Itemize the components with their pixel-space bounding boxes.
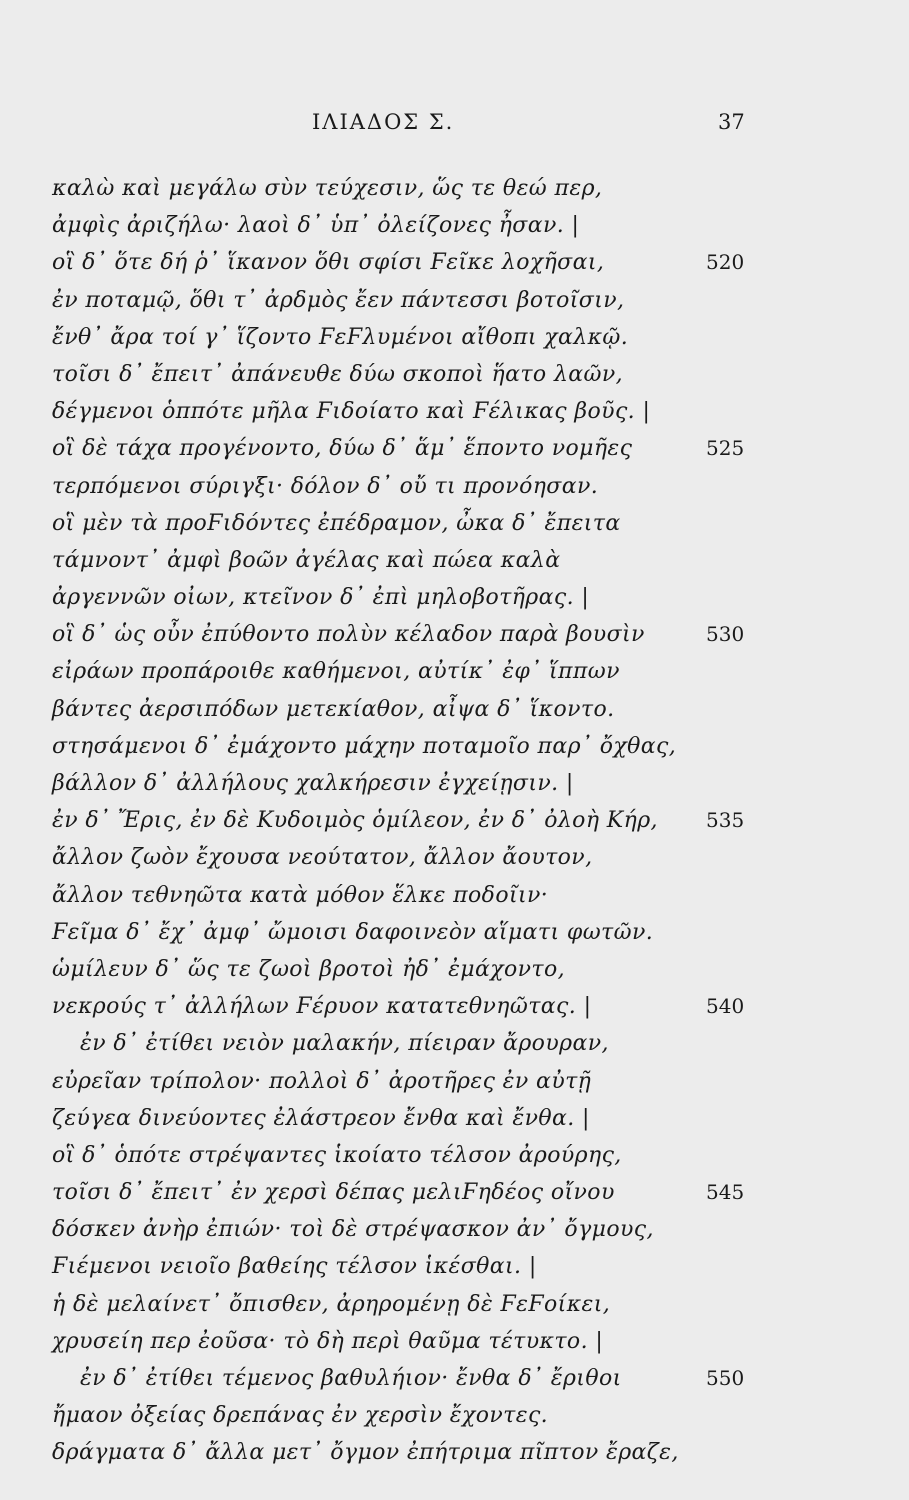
verse-line <box>0 1397 909 1434</box>
verse-text: βάλλον δ᾽ ἀλλήλους χαλκήρεσιν ἐγχείῃσιν. | <box>52 771 574 796</box>
verse-line <box>0 1174 909 1211</box>
verse-line <box>0 1286 909 1323</box>
verse-text: Ϝεῖμα δ᾽ ἔχ᾽ ἀμφ᾽ ὤμοισι δαφοινεὸν αἵματι φωτῶν. <box>52 919 654 945</box>
verse-line <box>0 691 909 728</box>
verse-text: εἰράων προπάροιθε καθήμενοι, αὐτίκ᾽ ἐφ᾽ ἵππων <box>52 659 620 685</box>
verse-text: οἳ δὲ τάχα προγένοντο, δύω δ᾽ ἅμ᾽ ἕποντο νομῆες <box>52 436 633 462</box>
verse-line <box>0 1100 909 1137</box>
verse-text: στησάμενοι δ᾽ ἐμάχοντο μάχην ποταμοῖο παρ᾽ ὄχθας, <box>52 733 677 759</box>
verse-line <box>0 653 909 690</box>
verse-text: ἐν ποταμῷ, ὅθι τ᾽ ἀρδμὸς ἔεν πάντεσσι βοτοῖσιν, <box>52 287 625 313</box>
verse-text: ἤμαον ὀξείας δρεπάνας ἐν χερσὶν ἔχοντες. <box>52 1403 549 1429</box>
verse-text: ἐν δ᾽ ἐτίθει τέμενος βαθυλήιον· ἔνθα δ᾽ ἔριθοι <box>80 1366 622 1391</box>
verse-line <box>0 728 909 765</box>
line-number: 550 <box>706 1366 745 1390</box>
verse-text: νεκρούς τ᾽ ἀλλήλων Ϝέρυον κατατεθνηῶτας. | <box>52 994 592 1020</box>
line-number: 530 <box>706 622 745 647</box>
verse-text: οἳ μὲν τὰ προϜιδόντες ἐπέδραμον, ὦκα δ᾽ ἔπειτα <box>52 510 621 536</box>
line-number: 535 <box>706 808 745 833</box>
verse-text: ἀμφὶς ἀριζήλω· λαοὶ δ᾽ ὑπ᾽ ὀλείζονες ἦσαν. | <box>52 213 580 239</box>
verse-line <box>0 430 909 467</box>
verse-text: Ϝιέμενοι νειοῖο βαθείης τέλσον ἱκέσθαι. | <box>52 1254 537 1280</box>
verse-line <box>0 1025 909 1062</box>
line-number: 525 <box>706 436 745 461</box>
verse-line <box>0 542 909 579</box>
verse-text: ζεύγεα δινεύοντες ἐλάστρεον ἔνθα καὶ ἔνθα. | <box>52 1105 590 1131</box>
verse-text: βάντες ἀερσιπόδων μετεκίαθον, αἶψα δ᾽ ἵκοντο. <box>52 696 615 722</box>
line-number: 540 <box>706 994 745 1019</box>
verse-line <box>0 1323 909 1360</box>
line-number: 520 <box>706 250 745 275</box>
verse-line <box>0 877 909 914</box>
verse-line <box>0 1248 909 1285</box>
page-number: 37 <box>718 110 745 134</box>
verse-text: οἳ δ᾽ ὅτε δή ῥ᾽ ἵκανον ὅθι σφίσι Ϝεῖκε λοχῆσαι, <box>52 250 605 276</box>
verse-text: εὐρεῖαν τρίπολον· πολλοὶ δ᾽ ἀροτῆρες ἐν αὐτῇ <box>52 1068 592 1094</box>
verse-line <box>0 1434 909 1471</box>
verse-line <box>0 579 909 616</box>
verse-line <box>0 170 909 207</box>
verse-line <box>0 839 909 876</box>
verse-text: τοῖσι δ᾽ ἔπειτ᾽ ἀπάνευθε δύω σκοποὶ ἥατο λαῶν, <box>52 361 624 387</box>
verse-line <box>0 356 909 393</box>
verse-line <box>0 244 909 281</box>
verse-line <box>0 282 909 319</box>
verse-line <box>0 468 909 505</box>
line-number: 545 <box>706 1180 745 1205</box>
verse-line <box>0 1360 909 1397</box>
verse-line <box>0 765 909 802</box>
verse-line <box>0 616 909 653</box>
verse-text: οἳ δ᾽ ὡς οὖν ἐπύθοντο πολὺν κέλαδον παρὰ βουσὶν <box>52 622 645 648</box>
verse-line <box>0 914 909 951</box>
verse-line <box>0 393 909 430</box>
verse-text: οἳ δ᾽ ὁπότε στρέψαντες ἱκοίατο τέλσον ἀρούρης, <box>52 1142 622 1168</box>
running-title: ΙΛΙΑΔΟΣ Σ. <box>312 110 455 134</box>
verse-line <box>0 319 909 356</box>
verse-text: δράγματα δ᾽ ἄλλα μετ᾽ ὄγμον ἐπήτριμα πῖπτον ἔραζε, <box>52 1440 679 1466</box>
verse-text: ἐν δ᾽ ἐτίθει νειὸν μαλακήν, πίειραν ἄρουραν, <box>80 1031 609 1057</box>
verse-text: τάμνοντ᾽ ἀμφὶ βοῶν ἀγέλας καὶ πώεα καλὰ <box>52 547 561 573</box>
verse-text: δόσκεν ἀνὴρ ἐπιών· τοὶ δὲ στρέψασκον ἀν᾽ ὄγμους, <box>52 1217 654 1243</box>
verse-text: δέγμενοι ὁππότε μῆλα Ϝιδοίατο καὶ Ϝέλικας βοῦς. | <box>52 399 651 425</box>
verse-text: ἄλλον ζωὸν ἔχουσα νεούτατον, ἄλλον ἄουτον, <box>52 845 593 871</box>
verse-line <box>0 207 909 244</box>
verse-block <box>0 170 909 1472</box>
verse-line <box>0 505 909 542</box>
page-header <box>0 110 909 140</box>
verse-text: τερπόμενοι σύριγξι· δόλον δ᾽ οὔ τι προνόησαν. <box>52 473 599 499</box>
verse-text: ἄλλον τεθνηῶτα κατὰ μόθον ἕλκε ποδοῖιν· <box>52 882 549 908</box>
verse-line <box>0 988 909 1025</box>
verse-text: ἀργεννῶν οἰων, κτεῖνον δ᾽ ἐπὶ μηλοβοτῆρας. | <box>52 585 590 611</box>
verse-text: χρυσείη περ ἐοῦσα· τὸ δὴ περὶ θαῦμα τέτυκτο. | <box>52 1328 604 1354</box>
verse-text: τοῖσι δ᾽ ἔπειτ᾽ ἐν χερσὶ δέπας μελιϜηδέος οἴνου <box>52 1180 615 1206</box>
verse-line <box>0 1211 909 1248</box>
verse-line <box>0 802 909 839</box>
verse-line <box>0 1137 909 1174</box>
verse-text: ὡμίλευν δ᾽ ὥς τε ζωοὶ βροτοὶ ἠδ᾽ ἐμάχοντο, <box>52 956 566 982</box>
verse-line <box>0 951 909 988</box>
verse-text: ἡ δὲ μελαίνετ᾽ ὄπισθεν, ἀρηρομένῃ δὲ ϜεϜοίκει, <box>52 1291 611 1317</box>
verse-text: καλὼ καὶ μεγάλω σὺν τεύχεσιν, ὥς τε θεώ περ, <box>52 176 603 201</box>
verse-text: ἐν δ᾽ Ἔρις, ἐν δὲ Κυδοιμὸς ὁμίλεον, ἐν δ᾽ ὀλοὴ Κήρ, <box>52 808 658 834</box>
verse-text: ἔνθ᾽ ἄρα τοί γ᾽ ἵζοντο ϜεϜλυμένοι αἴθοπι χαλκῷ. <box>52 324 629 350</box>
verse-line <box>0 1063 909 1100</box>
